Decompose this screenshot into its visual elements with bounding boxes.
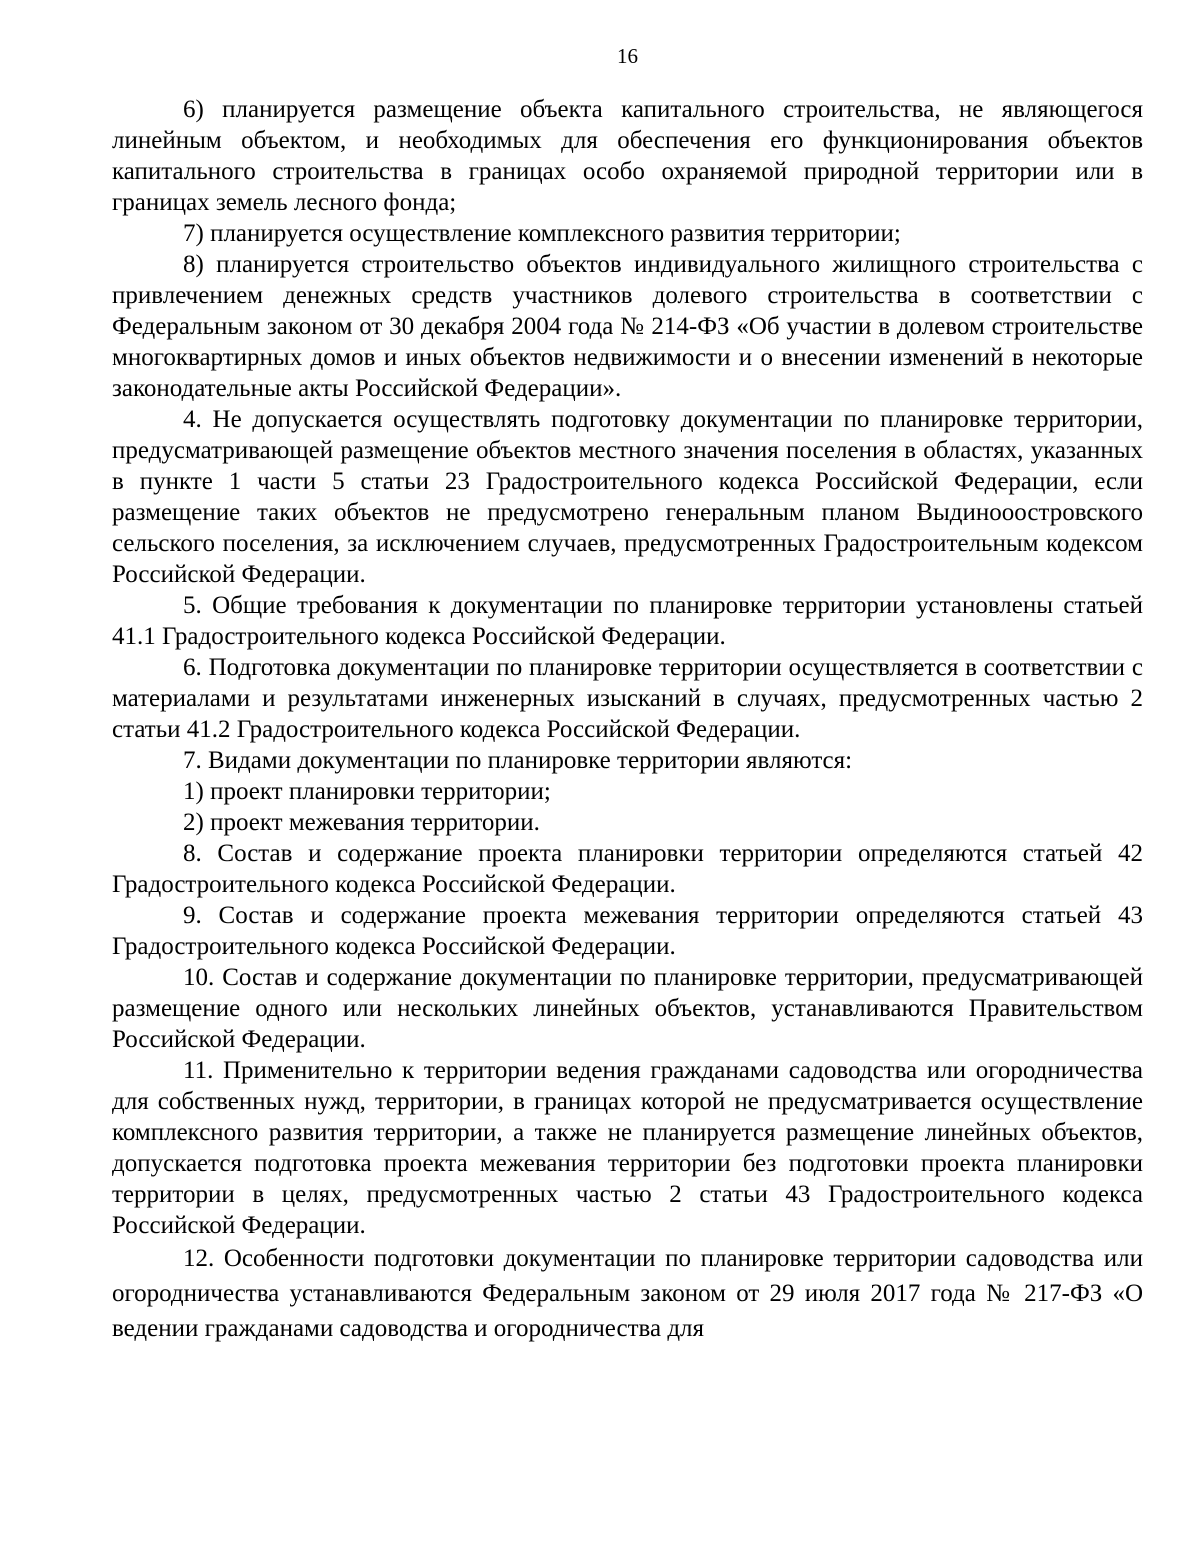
paragraph-section-9: 9. Состав и содержание проекта межевания территории определяются статьей 43 Градостроительного кодекса Российской Федерации. [112,902,1143,960]
paragraph-section-12: 12. Особенности подготовки документации по планировке территории садоводства или огородничества устанавливаются Федеральным законом от 29 июля 2017 года № 217-ФЗ «О ведении гражданами садоводства и огородничества для [112,1245,1143,1342]
paragraph-section-5: 5. Общие требования к документации по планировке территории установлены статьей 41.1 Градостроительного кодекса Российской Федерации. [112,592,1143,650]
paragraph-item-7: 7) планируется осуществление комплексного развития территории; [183,220,901,247]
paragraph-section-7: 7. Видами документации по планировке территории являются: [183,747,853,774]
page-number: 16 [617,44,638,68]
paragraph-section-11: 11. Применительно к территории ведения гражданами садоводства или огородничества для собственных нужд, территории, в границах которой не предусматривается осуществление комплексного развития территории, а также не планируется размещение линейных объектов, допускается подготовка проекта межевания территории без подготовки проекта планировки территории в целях, предусмотренных частью 2 статьи 43 Градостроительного кодекса Российской Федерации. [112,1057,1143,1239]
document-body [112,94,1143,1346]
paragraph-item-6: 6) планируется размещение объекта капитального строительства, не являющегося линейным объектом, и необходимых для обеспечения его функционирования объектов капитального строительства в границах особо охраняемой природной территории или в границах земель лесного фонда; [112,96,1143,216]
paragraph-section-8: 8. Состав и содержание проекта планировки территории определяются статьей 42 Градостроительного кодекса Российской Федерации. [112,840,1143,898]
paragraph-list-item-1: 1) проект планировки территории; [183,778,551,805]
paragraph-section-4: 4. Не допускается осуществлять подготовку документации по планировке территории, предусматривающей размещение объектов местного значения поселения в областях, указанных в пункте 1 части 5 статьи 23 Градостроительного кодекса Российской Федерации, если размещение таких объектов не предусмотрено генеральным планом Выдинооостровского сельского поселения, за исключением случаев, предусмотренных Градостроительным кодексом Российской Федерации. [112,406,1143,588]
paragraph-item-8: 8) планируется строительство объектов индивидуального жилищного строительства с привлечением денежных средств участников долевого строительства в соответствии с Федеральным законом от 30 декабря 2004 года № 214-ФЗ «Об участии в долевом строительстве многоквартирных домов и иных объектов недвижимости и о внесении изменений в некоторые законодательные акты Российской Федерации». [112,251,1143,402]
paragraph-section-6: 6. Подготовка документации по планировке территории осуществляется в соответствии с материалами и результатами инженерных изысканий в случаях, предусмотренных частью 2 статьи 41.2 Градостроительного кодекса Российской Федерации. [112,654,1143,743]
paragraph-section-10: 10. Состав и содержание документации по планировке территории, предусматривающей размещение одного или нескольких линейных объектов, устанавливаются Правительством Российской Федерации. [112,964,1143,1053]
paragraph-list-item-2: 2) проект межевания территории. [183,809,540,836]
